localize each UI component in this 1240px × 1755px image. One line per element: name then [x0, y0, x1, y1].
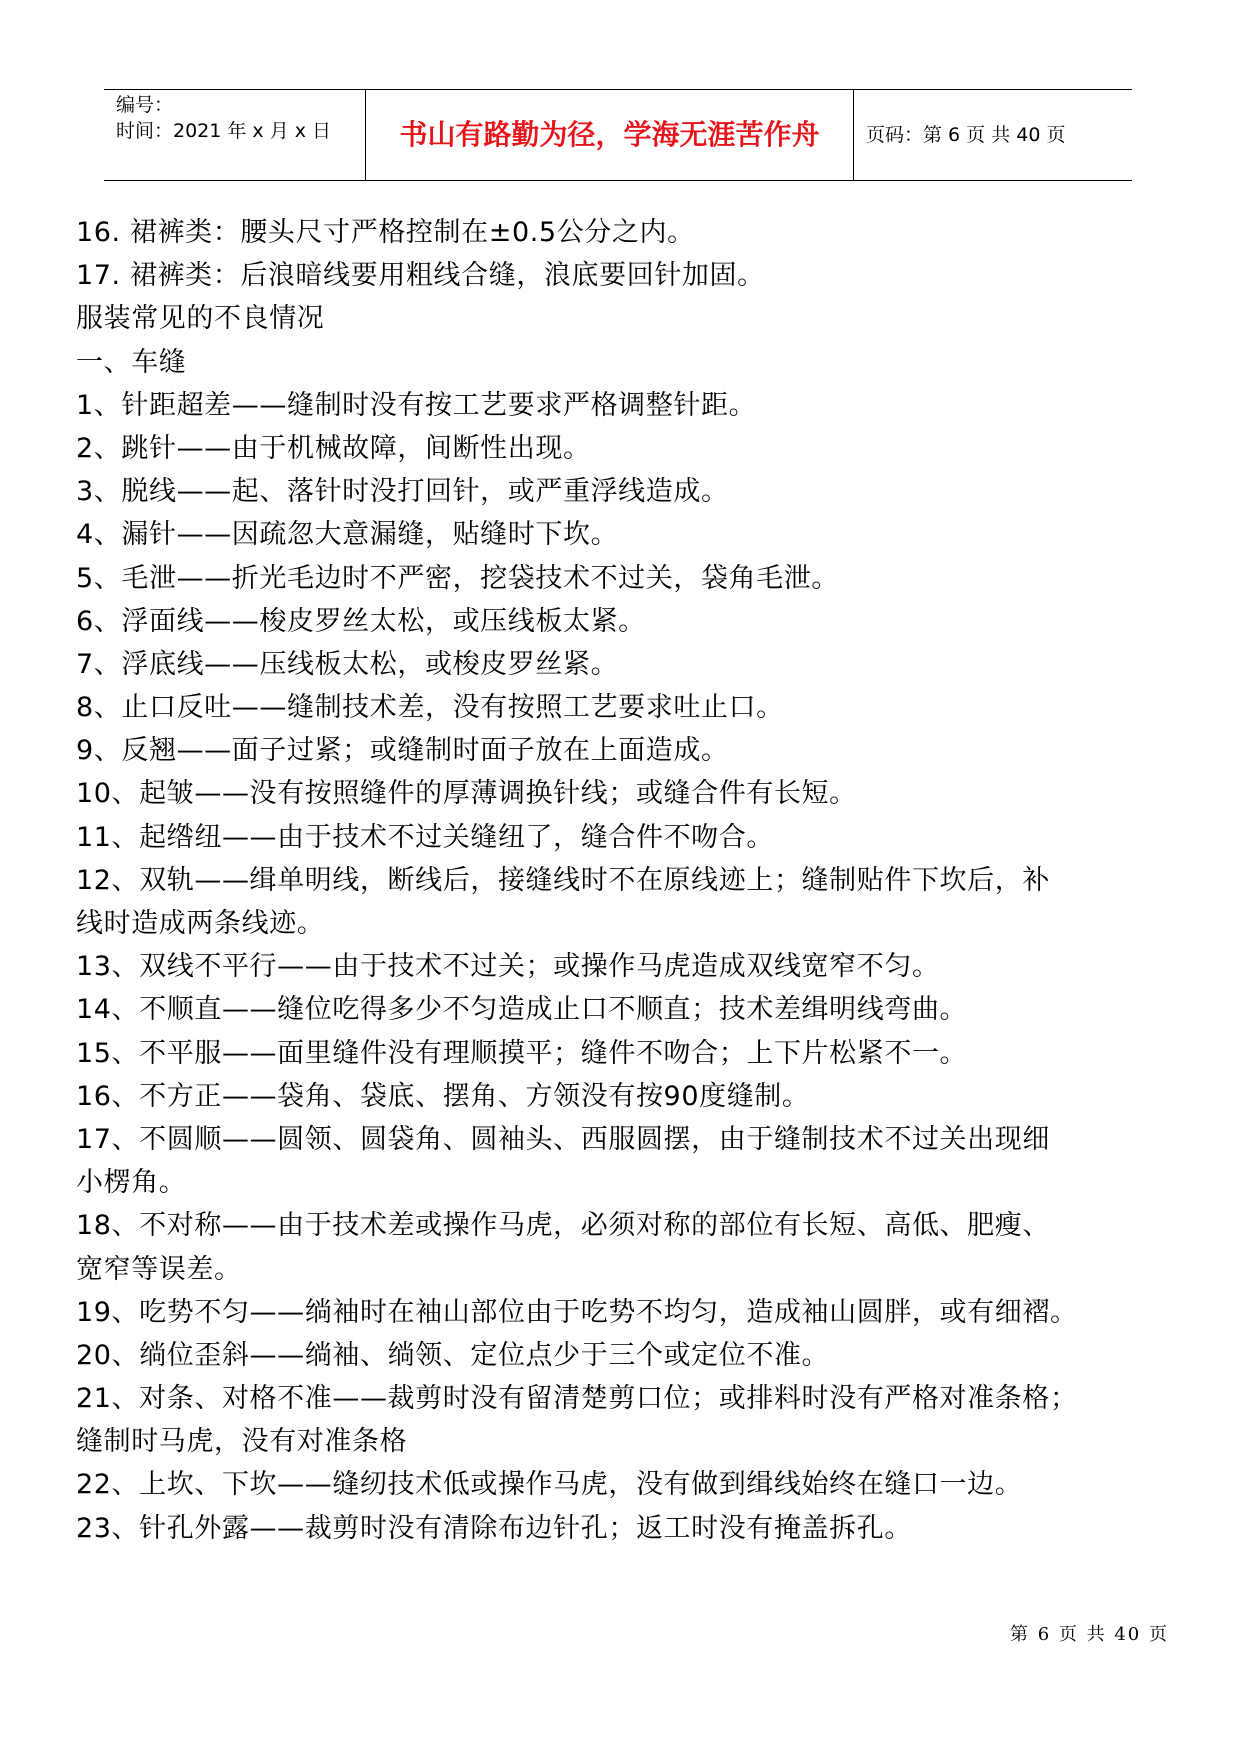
header-info-cell [104, 90, 366, 180]
section-heading: 服装常见的不良情况 [76, 303, 325, 335]
list-item: 17、不圆顺——圆领、圆袋角、圆袖头、西服圆摆，由于缝制技术不过关出现细 [76, 1123, 1050, 1155]
header-motto-cell [366, 90, 854, 180]
list-item: 13、双线不平行——由于技术不过关；或操作马虎造成双线宽窄不匀。 [76, 951, 940, 983]
header-page-cell [854, 90, 1132, 180]
document-body [76, 211, 1166, 1550]
list-item: 4、漏针——因疏忽大意漏缝，贴缝时下坎。 [76, 519, 619, 551]
list-item: 14、不顺直——缝位吃得多少不匀造成止口不顺直；技术差缉明线弯曲。 [76, 994, 968, 1026]
header-page-code: 页码：第 6 页 共 40 页 [866, 124, 1066, 146]
page-footer: 第 6 页 共 40 页 [1010, 1624, 1169, 1645]
text-line: 17. 裙裤类：后浪暗线要用粗线合缝，浪底要回针加固。 [76, 260, 765, 292]
subsection-heading: 一、车缝 [76, 346, 187, 378]
list-item: 10、起皱——没有按照缝件的厚薄调换针线；或缝合件有长短。 [76, 778, 857, 810]
header-motto: 书山有路勤为径，学海无涯苦作舟 [399, 118, 820, 151]
list-item: 8、止口反吐——缝制技术差，没有按照工艺要求吐止口。 [76, 692, 784, 724]
list-item: 9、反翘——面子过紧；或缝制时面子放在上面造成。 [76, 735, 729, 767]
list-item: 18、不对称——由于技术差或操作马虎，必须对称的部位有长短、高低、肥瘦、 [76, 1210, 1050, 1242]
list-item: 5、毛泄——折光毛边时不严密，挖袋技术不过关，袋角毛泄。 [76, 562, 839, 594]
list-item: 23、针孔外露——裁剪时没有清除布边针孔；返工时没有掩盖拆孔。 [76, 1512, 912, 1544]
list-item: 16、不方正——袋角、袋底、摆角、方领没有按90度缝制。 [76, 1080, 810, 1112]
document-number-label: 编号： [116, 94, 174, 116]
list-item-continuation: 线时造成两条线迹。 [76, 908, 325, 939]
list-item: 12、双轨——缉单明线，断线后，接缝线时不在原线迹上；缝制贴件下坎后，补 [76, 864, 1050, 896]
list-item: 22、上坎、下坎——缝纫技术低或操作马虎，没有做到缉线始终在缝口一边。 [76, 1469, 1023, 1501]
list-item: 19、吃势不匀——绱袖时在袖山部位由于吃势不均匀，造成袖山圆胖，或有细褶。 [76, 1296, 1078, 1328]
list-item-continuation: 宽窄等误差。 [76, 1253, 242, 1285]
list-item: 1、针距超差——缝制时没有按工艺要求严格调整针距。 [76, 389, 757, 421]
list-item: 2、跳针——由于机械故障，间断性出现。 [76, 432, 591, 464]
list-item: 7、浮底线——压线板太松，或梭皮罗丝紧。 [76, 648, 619, 680]
list-item: 20、绱位歪斜——绱袖、绱领、定位点少于三个或定位不准。 [76, 1339, 830, 1371]
list-item: 11、起绺纽——由于技术不过关缝纽了，缝合件不吻合。 [76, 821, 774, 853]
list-item: 6、浮面线——梭皮罗丝太松，或压线板太紧。 [76, 605, 646, 637]
list-item: 3、脱线——起、落针时没打回针，或严重浮线造成。 [76, 476, 729, 508]
text-line: 16. 裙裤类：腰头尺寸严格控制在±0.5公分之内。 [76, 217, 695, 248]
page-header [104, 89, 1132, 181]
list-item: 21、对条、对格不准——裁剪时没有留清楚剪口位；或排料时没有严格对准条格； [76, 1383, 1078, 1415]
list-item-continuation: 缝制时马虎，没有对准条格 [76, 1426, 408, 1458]
list-item: 15、不平服——面里缝件没有理顺摸平；缝件不吻合；上下片松紧不一。 [76, 1037, 968, 1069]
document-time-label: 时间：2021 年 x 月 x 日 [116, 120, 332, 142]
list-item-continuation: 小楞角。 [76, 1167, 187, 1199]
